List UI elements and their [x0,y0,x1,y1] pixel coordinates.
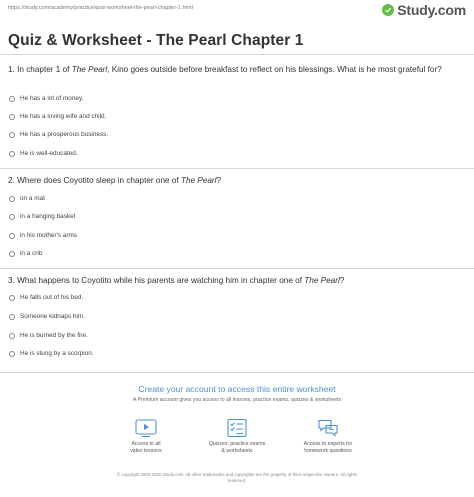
promo-title[interactable]: Create your account to access this entire worksheet [138,384,336,394]
feature-label: Access to experts for homework questions [303,441,353,454]
answer-option[interactable]: in a hanging basket [8,213,75,220]
answer-option[interactable]: He has a prosperous business. [8,131,108,138]
quiz-checklist-icon [225,418,249,438]
feature-label: Quizzes, practice exams & worksheets [208,441,266,454]
expert-chat-icon [316,418,340,438]
radio-button[interactable] [9,333,15,339]
feature-quizzes [192,418,282,454]
page-title: Quiz & Worksheet - The Pearl Chapter 1 [8,32,304,49]
answer-option[interactable]: He is well-educated. [8,150,78,157]
feature-label: Access to all video lessons [130,441,162,454]
copyright-footer: © copyright 2003-2020 Study.com. All other trademarks and copyrights are the property of their respective owners. All rights reserved. [117,472,357,483]
question-2 [8,175,468,257]
radio-button[interactable] [9,295,15,301]
divider [0,168,474,169]
logo-text: Study.com [397,2,466,18]
page-url[interactable]: https://study.com/academy/practice/quiz-worksheet-the-pearl-chapter-1.html [8,5,193,11]
premium-promo [0,384,474,403]
divider [0,268,474,269]
radio-button[interactable] [9,132,15,138]
study-logo-icon [382,4,394,16]
question-text: 2. Where does Coyotito sleep in chapter one of The Pearl? [8,176,222,185]
radio-button[interactable] [9,214,15,220]
radio-button[interactable] [9,96,15,102]
radio-button[interactable] [9,351,15,357]
question-1 [8,64,468,157]
question-text: 3. What happens to Coyotito while his parents are watching him in chapter one of The Pearl? [8,276,345,285]
answer-option[interactable]: He has a loving wife and child. [8,113,106,120]
question-3 [8,275,468,357]
answer-option[interactable]: He is burned by the fire. [8,332,88,339]
radio-button[interactable] [9,233,15,239]
divider [0,54,474,55]
feature-experts [283,418,373,454]
answer-option[interactable]: He is stung by a scorpion. [8,350,94,357]
answer-option[interactable]: He falls out of his bed. [8,294,83,301]
radio-button[interactable] [9,251,15,257]
divider [0,372,474,373]
answer-option[interactable]: in his mother's arms [8,232,77,239]
study-logo[interactable] [382,2,466,18]
radio-button[interactable] [9,151,15,157]
answer-option[interactable]: Someone kidnaps him. [8,313,85,320]
radio-button[interactable] [9,314,15,320]
video-play-icon [134,418,158,438]
answer-option[interactable]: He has a lot of money. [8,95,83,102]
answer-option[interactable]: on a mat [8,195,45,202]
promo-subtitle: A Premium account gives you access to all lessons, practice exams, quizzes & worksheets [132,397,342,403]
radio-button[interactable] [9,114,15,120]
question-text: 1. In chapter 1 of The Pearl, Kino goes outside before breakfast to reflect on his blessings. What is he most grateful for? [8,65,442,74]
top-bar [0,0,474,22]
answer-option[interactable]: in a crib [8,250,42,257]
feature-video [101,418,191,454]
radio-button[interactable] [9,196,15,202]
